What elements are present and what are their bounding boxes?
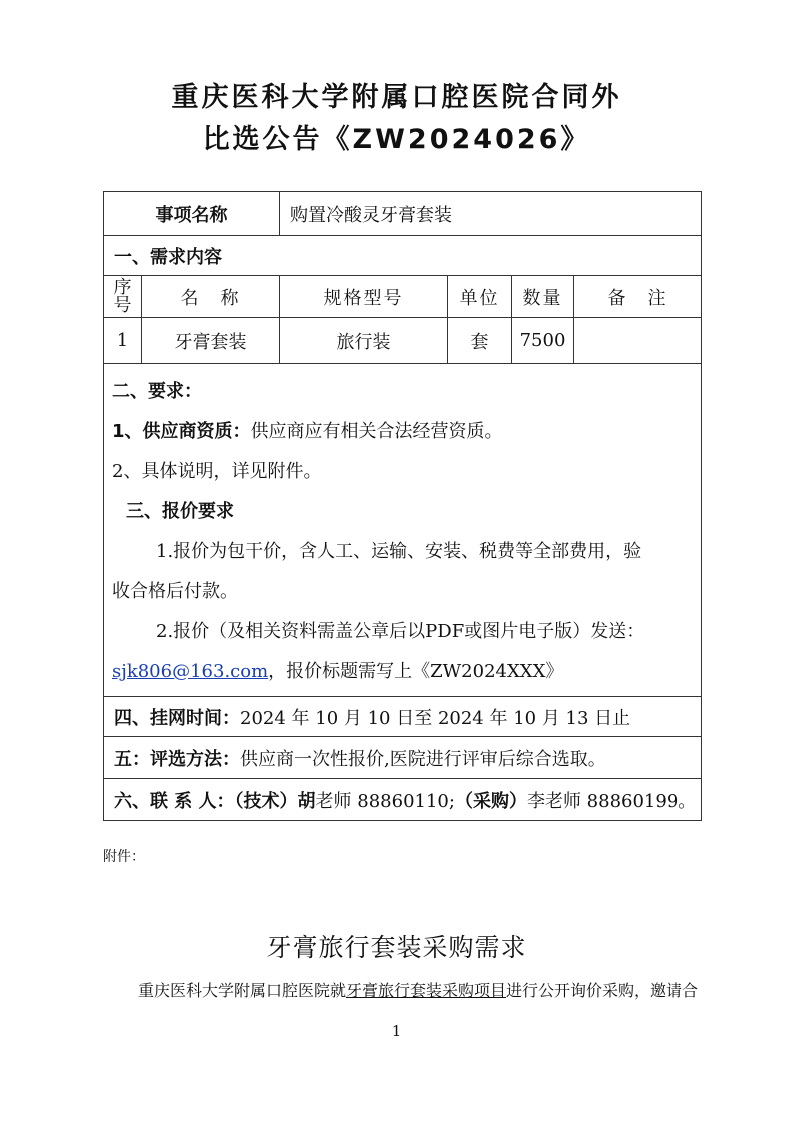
attachment-title: 牙膏旅行套装采购需求: [266, 933, 527, 962]
section3-p2-line1: 2.报价（及相关资料需盖公章后以PDF或图片电子版）发送：: [156, 621, 645, 642]
item-label: 事项名称: [104, 192, 280, 236]
tech-contact: 老师 88860110;: [315, 790, 455, 812]
page-number: 1: [391, 1022, 402, 1040]
section3-p2-line2: [112, 652, 693, 692]
item-row: [104, 192, 702, 236]
purchase-label: （采购）: [454, 790, 527, 812]
section2-item1-label: 1、供应商资质：: [112, 421, 251, 442]
section4-label: 四、挂网时间：: [114, 707, 240, 729]
section6-label: 六、联 系 人：: [114, 790, 235, 812]
col-note: 备 注: [574, 276, 702, 318]
section4-value: 2024 年 10 月 10 日至 2024 年 10 月 13 日止: [240, 707, 631, 729]
page-title-line1: 重庆医科大学附属口腔医院合同外: [171, 82, 622, 113]
col-name: 名 称: [142, 276, 280, 318]
section5-row: [104, 737, 702, 779]
table-header-row: [104, 276, 702, 318]
section3-p2-after: ，报价标题需写上《ZW2024XXX》: [268, 661, 564, 682]
section5-label: 五：评选方法：: [114, 748, 240, 770]
attachment-intro: [138, 978, 698, 1001]
cell-note: [574, 318, 702, 364]
cell-unit: 套: [448, 318, 512, 364]
section1-row: [104, 236, 702, 276]
col-spec: 规格型号: [280, 276, 448, 318]
col-seq: [104, 276, 142, 318]
cell-qty: 7500: [512, 318, 574, 364]
col-seq-bottom: 号: [113, 294, 132, 316]
cell-name: 牙膏套装: [142, 318, 280, 364]
notice-table: [103, 191, 702, 821]
section1-title: 一、需求内容: [104, 236, 702, 276]
section4-cell: [104, 697, 702, 737]
section3-p1-line2: 收合格后付款。: [112, 581, 238, 602]
item-value: 购置冷酸灵牙膏套装: [280, 192, 702, 236]
section2-item1: [112, 412, 693, 452]
section3-title: 三、报价要求: [126, 501, 234, 522]
requirements-row: [104, 364, 702, 697]
section4-row: [104, 697, 702, 737]
tech-label: （技术）: [234, 790, 298, 812]
purchase-contact: 李老师 88860199。: [526, 790, 697, 812]
section3-p1-line1: 1.报价为包干价，含人工、运输、安装、税费等全部费用，验: [156, 541, 642, 562]
email-link[interactable]: sjk806@163.com: [112, 661, 269, 682]
section2-item1-text: 供应商应有相关合法经营资质。: [250, 421, 503, 442]
intro-suffix: 进行公开询价采购，邀请合: [506, 981, 699, 1000]
col-unit: 单位: [448, 276, 512, 318]
col-seq-top: 序: [113, 276, 132, 298]
tech-surname: 胡: [297, 790, 316, 812]
intro-prefix: 重庆医科大学附属口腔医院就: [138, 981, 347, 1000]
col-qty: 数量: [512, 276, 574, 318]
attachment-label: 附件：: [103, 849, 145, 865]
section5-cell: [104, 737, 702, 779]
section5-value: 供应商一次性报价,医院进行评审后综合选取。: [240, 748, 606, 770]
cell-spec: 旅行装: [280, 318, 448, 364]
page-title-line2: 比选公告《ZW2024026》: [202, 124, 591, 155]
section2-item2: 2、具体说明，详见附件。: [112, 461, 322, 482]
table-row: [104, 318, 702, 364]
cell-seq: 1: [104, 318, 142, 364]
section6-row: [104, 779, 702, 821]
section6-cell: [104, 779, 702, 821]
requirements-block: [104, 364, 702, 697]
section2-title: 二、要求：: [112, 381, 202, 402]
intro-underlined: 牙膏旅行套装采购项目: [346, 981, 507, 1000]
